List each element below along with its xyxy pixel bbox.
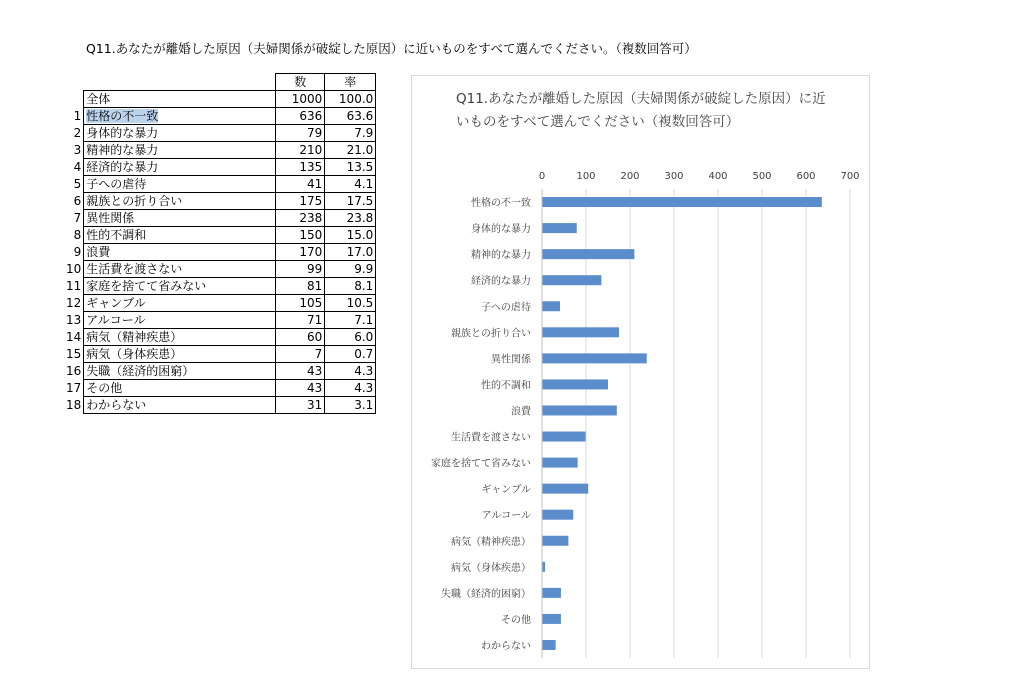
row-rate: 13.5 [325, 159, 376, 176]
bar [542, 301, 560, 311]
row-label-text: 異性関係 [86, 210, 135, 225]
row-count: 31 [276, 397, 325, 414]
row-count: 150 [276, 227, 325, 244]
row-label [84, 278, 276, 295]
row-rate: 8.1 [325, 278, 376, 295]
table-row [64, 244, 376, 261]
table-row [64, 193, 376, 210]
row-label [84, 363, 276, 380]
row-count: 105 [276, 295, 325, 312]
row-label [84, 193, 276, 210]
x-tick-label: 600 [796, 171, 816, 182]
row-label-text: 生活費を渡さない [86, 261, 183, 276]
table-row [64, 312, 376, 329]
x-tick-label: 200 [620, 171, 640, 182]
bar [542, 327, 619, 337]
row-count: 43 [276, 363, 325, 380]
row-label-text: 病気（身体疾患） [86, 346, 183, 361]
row-label-text: ギャンブル [86, 295, 146, 310]
row-label-text: アルコール [86, 312, 146, 327]
row-number: 11 [66, 278, 82, 293]
row-number: 8 [73, 227, 82, 242]
data-table [64, 73, 376, 414]
row-count: 170 [276, 244, 325, 261]
row-rate: 7.1 [325, 312, 376, 329]
row-label-text: 性格の不一致 [86, 108, 159, 123]
table-row [64, 261, 376, 278]
row-rate: 10.5 [325, 295, 376, 312]
bar [542, 614, 561, 624]
row-number: 1 [73, 108, 82, 123]
row-number: 12 [66, 295, 82, 310]
category-label: ギャンブル [481, 484, 531, 496]
x-tick-label: 700 [840, 171, 860, 182]
row-rate: 23.8 [325, 210, 376, 227]
row-number [64, 91, 84, 108]
row-label [84, 125, 276, 142]
row-label [84, 397, 276, 414]
row-count: 175 [276, 193, 325, 210]
row-number: 15 [66, 346, 82, 361]
row-rate: 3.1 [325, 397, 376, 414]
row-label [84, 312, 276, 329]
category-label: 精神的な暴力 [471, 250, 531, 262]
x-tick-label: 400 [708, 171, 728, 182]
row-count: 238 [276, 210, 325, 227]
row-count: 79 [276, 125, 325, 142]
row-rate: 21.0 [325, 142, 376, 159]
category-label: 身体的な暴力 [471, 224, 531, 236]
bar [542, 405, 617, 415]
table-row [64, 329, 376, 346]
row-rate: 17.5 [325, 193, 376, 210]
row-label-text: 身体的な暴力 [86, 125, 159, 140]
row-label-text: 子への虐待 [86, 176, 147, 191]
row-label-text: 浪費 [86, 244, 111, 259]
table-row [64, 142, 376, 159]
row-count: 99 [276, 261, 325, 278]
row-number: 7 [73, 210, 82, 225]
x-tick-label: 100 [576, 171, 596, 182]
table-row [64, 210, 376, 227]
category-label: 生活費を渡さない [451, 432, 531, 444]
row-number: 17 [66, 380, 82, 395]
table-row [64, 363, 376, 380]
bar [542, 432, 586, 442]
row-label [84, 346, 276, 363]
bar [542, 353, 647, 363]
row-rate: 63.6 [325, 108, 376, 125]
row-label-text: わからない [86, 397, 147, 412]
row-number: 3 [73, 142, 82, 157]
row-count: 41 [276, 176, 325, 193]
table-row [64, 295, 376, 312]
category-label: その他 [501, 614, 531, 626]
row-number: 6 [73, 193, 82, 208]
table-row [64, 278, 376, 295]
row-label-text: 失職（経済的困窮） [86, 363, 195, 378]
table-header-spacer [84, 74, 276, 91]
x-tick-label: 300 [664, 171, 684, 182]
row-count: 636 [276, 108, 325, 125]
category-label: 浪費 [511, 406, 531, 418]
x-tick-label: 0 [538, 171, 546, 182]
row-number: 13 [66, 312, 82, 327]
row-count: 1000 [276, 91, 325, 108]
row-label [84, 261, 276, 278]
row-label [84, 380, 276, 397]
table-row [64, 380, 376, 397]
row-count: 71 [276, 312, 325, 329]
row-number: 18 [66, 397, 82, 412]
page-title: Q11.あなたが離婚した原因（夫婦関係が破綻した原因）に近いものをすべて選んでください。（複数回答可） [86, 41, 697, 56]
row-rate: 7.9 [325, 125, 376, 142]
table-row [64, 125, 376, 142]
row-label [84, 108, 276, 125]
row-count: 60 [276, 329, 325, 346]
row-label-text: 経済的な暴力 [86, 159, 159, 174]
table-total-row [64, 91, 376, 108]
row-label [84, 142, 276, 159]
row-label-text: 性的不調和 [86, 227, 147, 242]
row-label [84, 210, 276, 227]
row-label [84, 176, 276, 193]
row-rate: 6.0 [325, 329, 376, 346]
table-header-row [64, 74, 376, 91]
bar [542, 536, 568, 546]
category-label: 失職（経済的困窮） [441, 588, 531, 600]
row-label-text: 精神的な暴力 [86, 142, 159, 157]
category-label: 性格の不一致 [471, 198, 531, 210]
row-label [84, 227, 276, 244]
row-label-text: 親族との折り合い [86, 193, 183, 208]
bar [542, 197, 822, 207]
row-rate: 15.0 [325, 227, 376, 244]
row-rate: 4.1 [325, 176, 376, 193]
bar-chart [412, 76, 869, 668]
row-label [84, 329, 276, 346]
row-label [84, 244, 276, 261]
category-label: 家庭を捨てて省みない [431, 458, 531, 470]
row-count: 135 [276, 159, 325, 176]
bar [542, 588, 561, 598]
table-row [64, 159, 376, 176]
bar [542, 249, 634, 259]
table-row [64, 397, 376, 414]
row-count: 81 [276, 278, 325, 295]
chart-title: Q11.あなたが離婚した原因（夫婦関係が破綻した原因）に近いものをすべて選んでください（複数回答可） [456, 91, 826, 130]
row-number: 16 [66, 363, 82, 378]
table-header-spacer [64, 74, 84, 91]
row-number: 2 [73, 125, 82, 140]
category-label: 性的不調和 [481, 380, 531, 392]
table-row [64, 346, 376, 363]
row-number: 14 [66, 329, 82, 344]
row-label [84, 159, 276, 176]
row-label-text: 家庭を捨てて省みない [86, 278, 207, 293]
row-rate: 100.0 [325, 91, 376, 108]
category-label: 病気（精神疾患） [451, 536, 531, 548]
category-label: アルコール [481, 510, 531, 522]
bar [542, 510, 573, 520]
row-rate: 4.3 [325, 380, 376, 397]
bar [542, 640, 556, 650]
bar [542, 275, 601, 285]
row-rate: 17.0 [325, 244, 376, 261]
row-number: 4 [73, 159, 82, 174]
table-header-rate: 率 [325, 74, 376, 91]
table-header-count: 数 [276, 74, 325, 91]
row-rate: 4.3 [325, 363, 376, 380]
row-number: 10 [66, 261, 82, 276]
row-count: 7 [276, 346, 325, 363]
row-rate: 0.7 [325, 346, 376, 363]
row-number: 9 [73, 244, 82, 259]
row-rate: 9.9 [325, 261, 376, 278]
category-label: 親族との折り合い [451, 328, 531, 340]
category-label: 経済的な暴力 [471, 276, 531, 288]
row-count: 43 [276, 380, 325, 397]
x-tick-label: 500 [752, 171, 772, 182]
category-label: 子への虐待 [481, 302, 531, 314]
row-label: 全体 [84, 91, 276, 108]
bar [542, 458, 578, 468]
category-label: 病気（身体疾患） [451, 562, 531, 574]
row-count: 210 [276, 142, 325, 159]
row-label-text: その他 [86, 380, 123, 395]
row-label-text: 病気（精神疾患） [86, 329, 183, 344]
category-label: 異性関係 [491, 354, 531, 366]
row-number: 5 [73, 176, 82, 191]
table-row [64, 108, 376, 125]
table-row [64, 176, 376, 193]
category-label: わからない [481, 640, 531, 652]
chart-panel[interactable] [411, 75, 870, 669]
bar [542, 484, 588, 494]
bar [542, 379, 608, 389]
row-label [84, 295, 276, 312]
bar [542, 223, 577, 233]
table-row [64, 227, 376, 244]
